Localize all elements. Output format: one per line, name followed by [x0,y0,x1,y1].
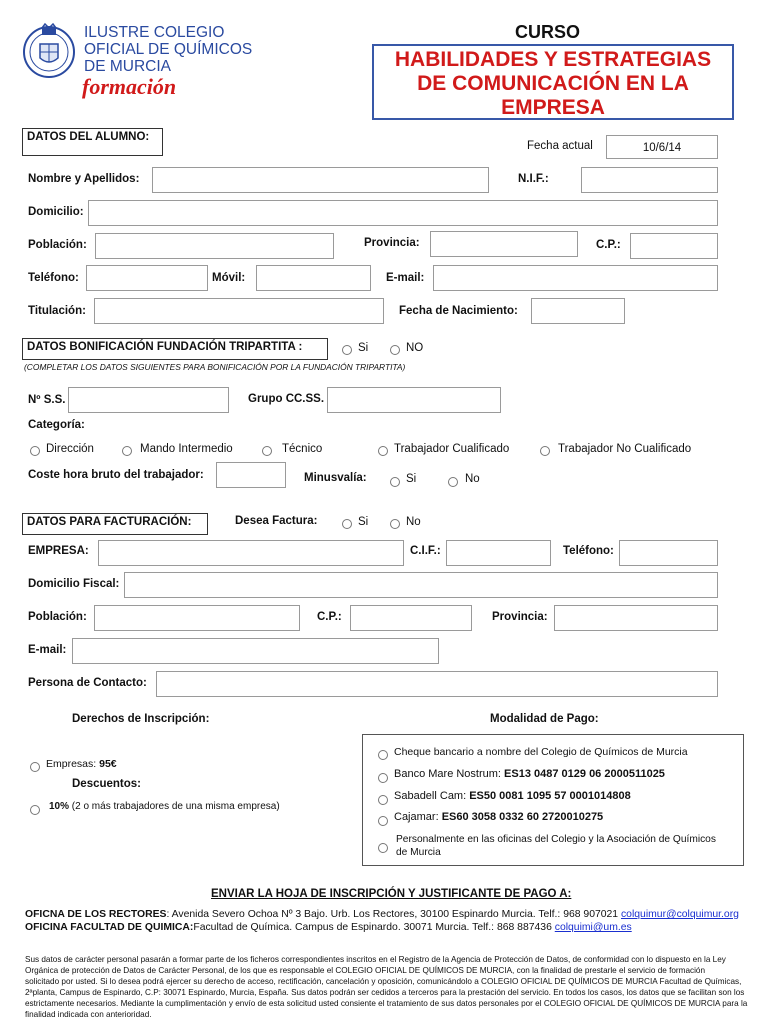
pago-personal-line-2: de Murcia [396,847,441,858]
inst-line-2: OFICIAL DE QUÍMICOS [84,41,253,58]
cat-tecnico-radio[interactable] [262,446,272,456]
bonif-no-label: NO [406,342,424,354]
cat-tecnico-label: Técnico [282,443,323,455]
minus-si-radio[interactable] [390,477,400,487]
minus-no-radio[interactable] [448,477,458,487]
categoria-label: Categoría: [28,419,85,431]
course-title-line-2: DE COMUNICACIÓN EN LA [417,72,689,95]
facturacion-section-title: DATOS PARA FACTURACIÓN: [22,513,208,535]
institution-name [84,24,252,75]
pago-personal-label [396,833,716,859]
fecha-actual-field[interactable] [606,135,718,159]
empresas-price: 95€ [99,758,117,770]
empresa-input[interactable] [98,540,404,566]
bonif-note: (COMPLETAR LOS DATOS SIGUIENTES PARA BONIFICACIÓN POR LA FUNDACIÓN TRIPARTITA) [24,362,406,372]
grupo-input[interactable] [327,387,501,413]
fecha-nac-input[interactable] [531,298,625,324]
minus-label: Minusvalía: [304,472,367,484]
modalidad-label: Modalidad de Pago: [490,713,599,725]
cat-direccion-label: Dirección [46,443,94,455]
pago-cajamar-bank: Cajamar: [394,811,439,823]
factura-no-radio[interactable] [390,519,400,529]
alumno-section-title: DATOS DEL ALUMNO: [22,128,163,156]
pago-sabadell-bank: Sabadell Cam: [394,790,467,802]
pago-bmn-bank: Banco Mare Nostrum: [394,768,501,780]
descuento-radio[interactable] [30,805,40,815]
cat-no-cualificado-radio[interactable] [540,446,550,456]
descuento-text: (2 o más trabajadores de una misma empresa) [71,801,280,812]
nss-label: Nº S.S. [28,394,66,406]
domicilio-label: Domicilio: [28,206,84,218]
pago-cajamar-radio[interactable] [378,816,388,826]
titulacion-input[interactable] [94,298,384,324]
inst-line-1: ILUSTRE COLEGIO [84,24,225,41]
descuentos-label: Descuentos: [72,778,142,790]
pago-cheque-radio[interactable] [378,750,388,760]
empresas-radio[interactable] [30,762,40,772]
provincia-input[interactable] [430,231,578,257]
factura-si-radio[interactable] [342,519,352,529]
pago-sabadell-option [394,790,631,802]
cat-cualificado-radio[interactable] [378,446,388,456]
poblacion-label: Población: [28,239,87,251]
legal-line-3: solicitado por usted. Si lo desea podrá ejercer su derecho de acceso, rectificación, cancelación y oposición, comunicándolo a COLEGIO OFICIAL DE QUÍMICOS DE MURCIA Facultad de Químicas, [25,977,742,986]
legal-line-4: 2ªplanta, Campus de Espinardo, C.P: 30071 Espinardo, Murcia, España. Sus datos podrán ser cedidos a terceros para la prestación del servicio. En todos los casos, los datos que se facilitan son los [25,988,745,997]
legal-line-6: finalidad indicada con anterioridad. [25,1010,152,1019]
telefono-input[interactable] [86,265,208,291]
nombre-input[interactable] [152,167,489,193]
fecha-actual-label: Fecha actual [527,140,593,152]
coste-label: Coste hora bruto del trabajador: [28,469,204,481]
institution-logo [20,22,78,84]
nif-input[interactable] [581,167,718,193]
fecha-nac-label: Fecha de Nacimiento: [399,305,518,317]
pago-bmn-radio[interactable] [378,773,388,783]
pago-sabadell-iban: ES50 0081 1095 57 0001014808 [469,790,631,802]
fact-cp-input[interactable] [350,605,472,631]
legal-line-1: Sus datos de carácter personal pasarán a formar parte de los ficheros correspondientes inscritos en el Registro de la Agencia de Protección de Datos, de conformidad con lo dispuesto en la Ley [25,955,726,964]
domicilio-input[interactable] [88,200,718,226]
pago-cajamar-option [394,811,603,823]
fact-poblacion-input[interactable] [94,605,300,631]
cat-mando-label: Mando Intermedio [140,443,233,455]
rectores-email-link[interactable]: colquimur@colquimur.org [620,909,739,920]
bonif-si-radio[interactable] [342,345,352,355]
derechos-label: Derechos de Inscripción: [72,713,210,725]
curso-label: CURSO [515,22,581,42]
envio-facultad [25,922,632,933]
fact-email-input[interactable] [72,638,439,664]
legal-line-5: estrictamente necesarios. Mediante la cumplimentación y envío de esta solicitud usted consiente el tratamiento de sus datos personales por el COLEGIO OFICIAL DE QUÍMICOS DE MURCIA para la [25,999,748,1008]
pago-bmn-iban: ES13 0487 0129 06 2000511025 [504,768,665,780]
envio-rectores [25,909,739,920]
fecha-actual-value: 10/6/14 [642,142,682,154]
nss-input[interactable] [68,387,229,413]
course-title-box [372,44,734,120]
facultad-label: OFICINA FACULTAD DE QUIMICA: [25,922,194,933]
fact-email-label: E-mail: [28,644,67,656]
cat-no-cualificado-label: Trabajador No Cualificado [558,443,692,455]
legal-line-2: Orgánica de protección de Datos de Carácter Personal, de los que es responsable el COLEGIO OFICIAL DE QUÍMICOS DE MURCIA, con la finalidad de prestarle el servicio de formación [25,966,706,975]
pago-personal-line-1: Personalmente en las oficinas del Colegio y la Asociación de Químicos [396,834,716,845]
bonif-si-label: Si [358,342,369,354]
cp-input[interactable] [630,233,718,259]
factura-si-label: Si [358,516,369,528]
desea-factura-label: Desea Factura: [235,515,318,527]
cat-mando-radio[interactable] [122,446,132,456]
grupo-label: Grupo CC.SS. [248,393,325,405]
pago-personal-radio[interactable] [378,843,388,853]
cif-label: C.I.F.: [410,545,441,557]
rectores-label: OFICNA DE LOS RECTORES [25,909,167,920]
contacto-input[interactable] [156,671,718,697]
facultad-address: Facultad de Química. Campus de Espinardo. 30071 Murcia. Telf.: 868 887436 [193,922,555,933]
descuento-option [49,801,280,812]
movil-label: Móvil: [212,272,246,284]
fact-provincia-label: Provincia: [492,611,548,623]
domicilio-fiscal-label: Domicilio Fiscal: [28,578,120,590]
course-title-line-3: EMPRESA [501,96,605,119]
cat-cualificado-label: Trabajador Cualificado [394,443,510,455]
titulacion-label: Titulación: [28,305,86,317]
empresas-label: Empresas: [46,758,97,770]
contacto-label: Persona de Contacto: [28,677,147,689]
poblacion-input[interactable] [95,233,334,259]
movil-input[interactable] [256,265,371,291]
empresa-label: EMPRESA: [28,545,89,557]
rectores-address: : Avenida Severo Ochoa Nº 3 Bajo. Urb. Los Rectores, 30100 Espinardo Murcia. Telf.: 968 907021 [166,909,621,920]
nif-label: N.I.F.: [518,173,549,185]
empresas-option [46,758,117,770]
cat-direccion-radio[interactable] [30,446,40,456]
pago-cheque-label: Cheque bancario a nombre del Colegio de Químicos de Murcia [394,746,688,758]
formacion-label: formación [82,74,177,99]
bonificacion-section-title: DATOS BONIFICACIÓN FUNDACIÓN TRIPARTITA : [22,338,328,360]
email-input[interactable] [433,265,718,291]
minus-no-label: No [465,473,480,485]
nombre-label: Nombre y Apellidos: [28,173,140,185]
course-title-line-1: HABILIDADES Y ESTRATEGIAS [394,48,712,71]
fact-telefono-input[interactable] [619,540,718,566]
telefono-label: Teléfono: [28,272,79,284]
pago-cajamar-iban: ES60 3058 0332 60 2720010275 [441,811,604,823]
minus-si-label: Si [406,473,417,485]
pago-sabadell-radio[interactable] [378,795,388,805]
inst-line-3: DE MURCIA [84,58,171,75]
legal-notice [25,954,747,1020]
fact-poblacion-label: Población: [28,611,87,623]
email-label: E-mail: [386,272,425,284]
provincia-label: Provincia: [364,237,420,249]
fact-cp-label: C.P.: [317,611,342,623]
cif-input[interactable] [446,540,551,566]
coste-input[interactable] [216,462,286,488]
fact-telefono-label: Teléfono: [563,545,614,557]
envio-heading: ENVIAR LA HOJA DE INSCRIPCIÓN Y JUSTIFICANTE DE PAGO A: [211,888,572,900]
pago-bmn-option [394,768,665,780]
bonif-no-radio[interactable] [390,345,400,355]
descuento-pct: 10% [49,801,70,812]
fact-provincia-input[interactable] [554,605,718,631]
domicilio-fiscal-input[interactable] [124,572,718,598]
cp-label: C.P.: [596,239,621,251]
factura-no-label: No [406,516,421,528]
facultad-email-link[interactable]: colquimi@um.es [554,922,632,933]
